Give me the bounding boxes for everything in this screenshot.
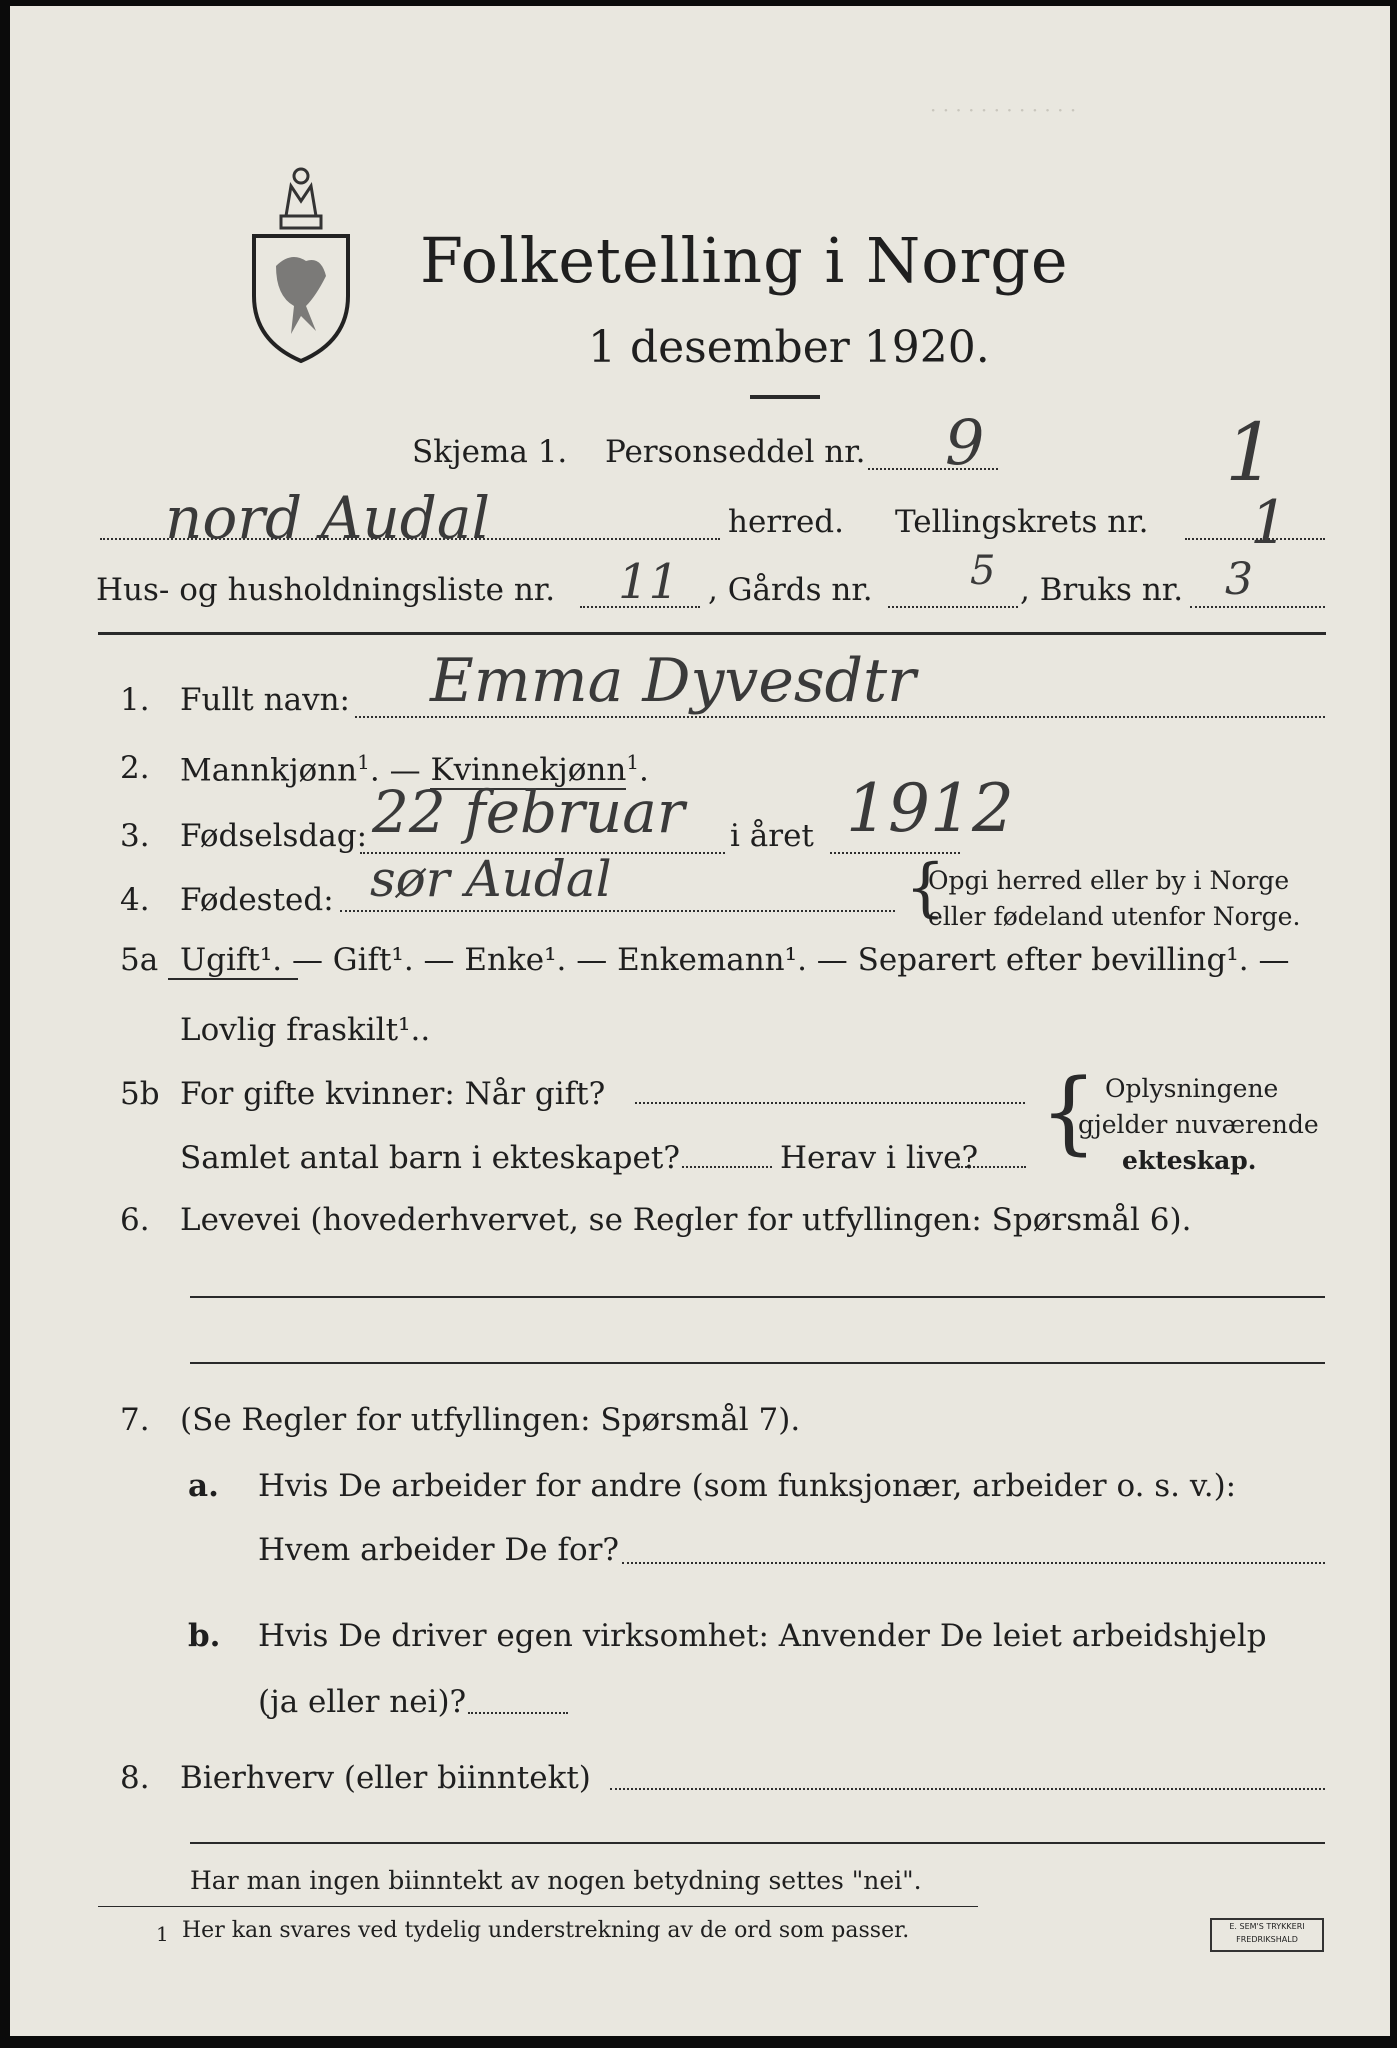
marital-status-options-2[interactable]: Lovlig fraskilt¹.. (180, 1012, 431, 1048)
q7-number: 7. (120, 1402, 150, 1438)
female-footnote-mark: 1 (626, 750, 640, 774)
q4-note-brace: { (905, 851, 946, 925)
title-divider (750, 395, 820, 399)
q8-label: Bierhverv (eller biinntekt) (180, 1760, 591, 1796)
q5b-alive-label: Herav i live? (780, 1140, 979, 1176)
q6-answer-line-2[interactable] (190, 1362, 1325, 1364)
hus-label: Hus- og husholdningsliste nr. (96, 572, 556, 608)
q7b-yesno-label: (ja eller nei)? (258, 1684, 467, 1720)
q7a-label: Hvis De arbeider for andre (som funksjonær, arbeider o. s. v.): (258, 1468, 1237, 1504)
birthplace-value[interactable]: sør Audal (370, 850, 612, 908)
bruks-value[interactable]: 3 (1225, 554, 1253, 605)
extra-handwritten-mark: 1 (1225, 406, 1276, 499)
q8-number: 8. (120, 1760, 150, 1796)
male-footnote-mark: 1 (357, 750, 370, 774)
footnote-number: 1 (156, 1922, 169, 1946)
personseddel-value[interactable]: 9 (945, 406, 985, 479)
q5b-note-line-1: Oplysningene (1105, 1074, 1279, 1103)
q7b-yesno-field[interactable] (468, 1712, 568, 1714)
male-option[interactable]: Mannkjønn (180, 752, 358, 789)
printer-stamp-line-2: FREDRIKSHALD (1236, 1935, 1298, 1944)
header-rule (98, 632, 1326, 635)
skjema-label: Skjema 1. (412, 434, 568, 470)
gards-label: , Gårds nr. (708, 572, 873, 608)
q5b-note-line-2: gjelder nuværende (1078, 1110, 1319, 1139)
gender-separator: . — (369, 752, 431, 789)
q4-label: Fødested: (180, 882, 334, 918)
coat-of-arms-icon (246, 156, 356, 371)
q5b-married-when-label: For gifte kvinner: Når gift? (180, 1076, 606, 1112)
q5b-note-line-3: ekteskap. (1122, 1146, 1257, 1175)
printer-stamp (1210, 1918, 1324, 1952)
q7a-employer-field[interactable] (622, 1562, 1325, 1564)
herred-label: herred. (728, 504, 844, 540)
q7a-number: a. (188, 1468, 219, 1504)
footnote-rule (98, 1906, 978, 1907)
q1-label: Fullt navn: (180, 682, 350, 718)
birthday-value[interactable]: 22 februar (372, 778, 685, 846)
q3-number: 3. (120, 818, 150, 854)
ugift-underline (168, 978, 298, 980)
q4-note-line-1: Opgi herred eller by i Norge (928, 866, 1290, 895)
q7a-employer-label: Hvem arbeider De for? (258, 1532, 620, 1568)
q8-answer-field[interactable] (610, 1788, 1325, 1790)
q6-occupation-label: Levevei (hovederhvervet, se Regler for utfyllingen: Spørsmål 6). (180, 1202, 1192, 1238)
q5a-number: 5a (120, 942, 159, 978)
census-form-sheet (10, 6, 1390, 2036)
q3-label: Fødselsdag: (180, 818, 368, 854)
q6-answer-line-1[interactable] (190, 1296, 1325, 1298)
q5b-number: 5b (120, 1076, 160, 1112)
q5b-note-brace: { (1040, 1060, 1098, 1165)
q7-label: (Se Regler for utfyllingen: Spørsmål 7). (180, 1402, 801, 1438)
q4-number: 4. (120, 882, 150, 918)
q8-answer-line-2[interactable] (190, 1842, 1325, 1844)
q7b-label: Hvis De driver egen virksomhet: Anvender De leiet arbeidshjelp (258, 1618, 1267, 1654)
tellingskrets-label: Tellingskrets nr. (895, 504, 1149, 540)
tellingskrets-value[interactable]: 1 (1250, 488, 1289, 558)
bleed-through-text: · · · · · · · · · · · · (930, 98, 1077, 122)
gards-value[interactable]: 5 (970, 548, 996, 594)
q5b-children-label: Samlet antal barn i ekteskapet? (180, 1140, 680, 1176)
personseddel-label: Personseddel nr. (605, 434, 866, 470)
q4-note-line-2: eller fødeland utenfor Norge. (928, 902, 1301, 931)
q7b-number: b. (188, 1618, 221, 1654)
form-title: Folketelling i Norge (420, 224, 1069, 297)
q3-year-label: i året (730, 818, 814, 854)
q1-number: 1. (120, 682, 150, 718)
q6-number: 6. (120, 1202, 150, 1238)
marital-status-options[interactable]: Ugift¹. — Gift¹. — Enke¹. — Enkemann¹. — Separert efter bevilling¹. — (180, 942, 1290, 978)
hus-value[interactable]: 11 (618, 554, 680, 610)
female-option[interactable]: Kvinnekjønn (430, 752, 627, 789)
bruks-label: , Bruks nr. (1020, 572, 1184, 608)
birth-year-value[interactable]: 1912 (846, 770, 1014, 847)
no-income-note: Har man ingen biinntekt av nogen betydning settes "nei". (190, 1866, 922, 1895)
q2-number: 2. (120, 750, 150, 786)
gender-end: . (639, 752, 649, 789)
herred-value[interactable]: nord Audal (165, 484, 491, 552)
footnote-text: Her kan svares ved tydelig understrekning av de ord som passer. (182, 1918, 910, 1943)
printer-stamp-line-1: E. SEM'S TRYKKERI (1229, 1922, 1305, 1931)
full-name-value[interactable]: Emma Dyvesdtr (430, 646, 916, 716)
form-date: 1 desember 1920. (588, 322, 990, 373)
